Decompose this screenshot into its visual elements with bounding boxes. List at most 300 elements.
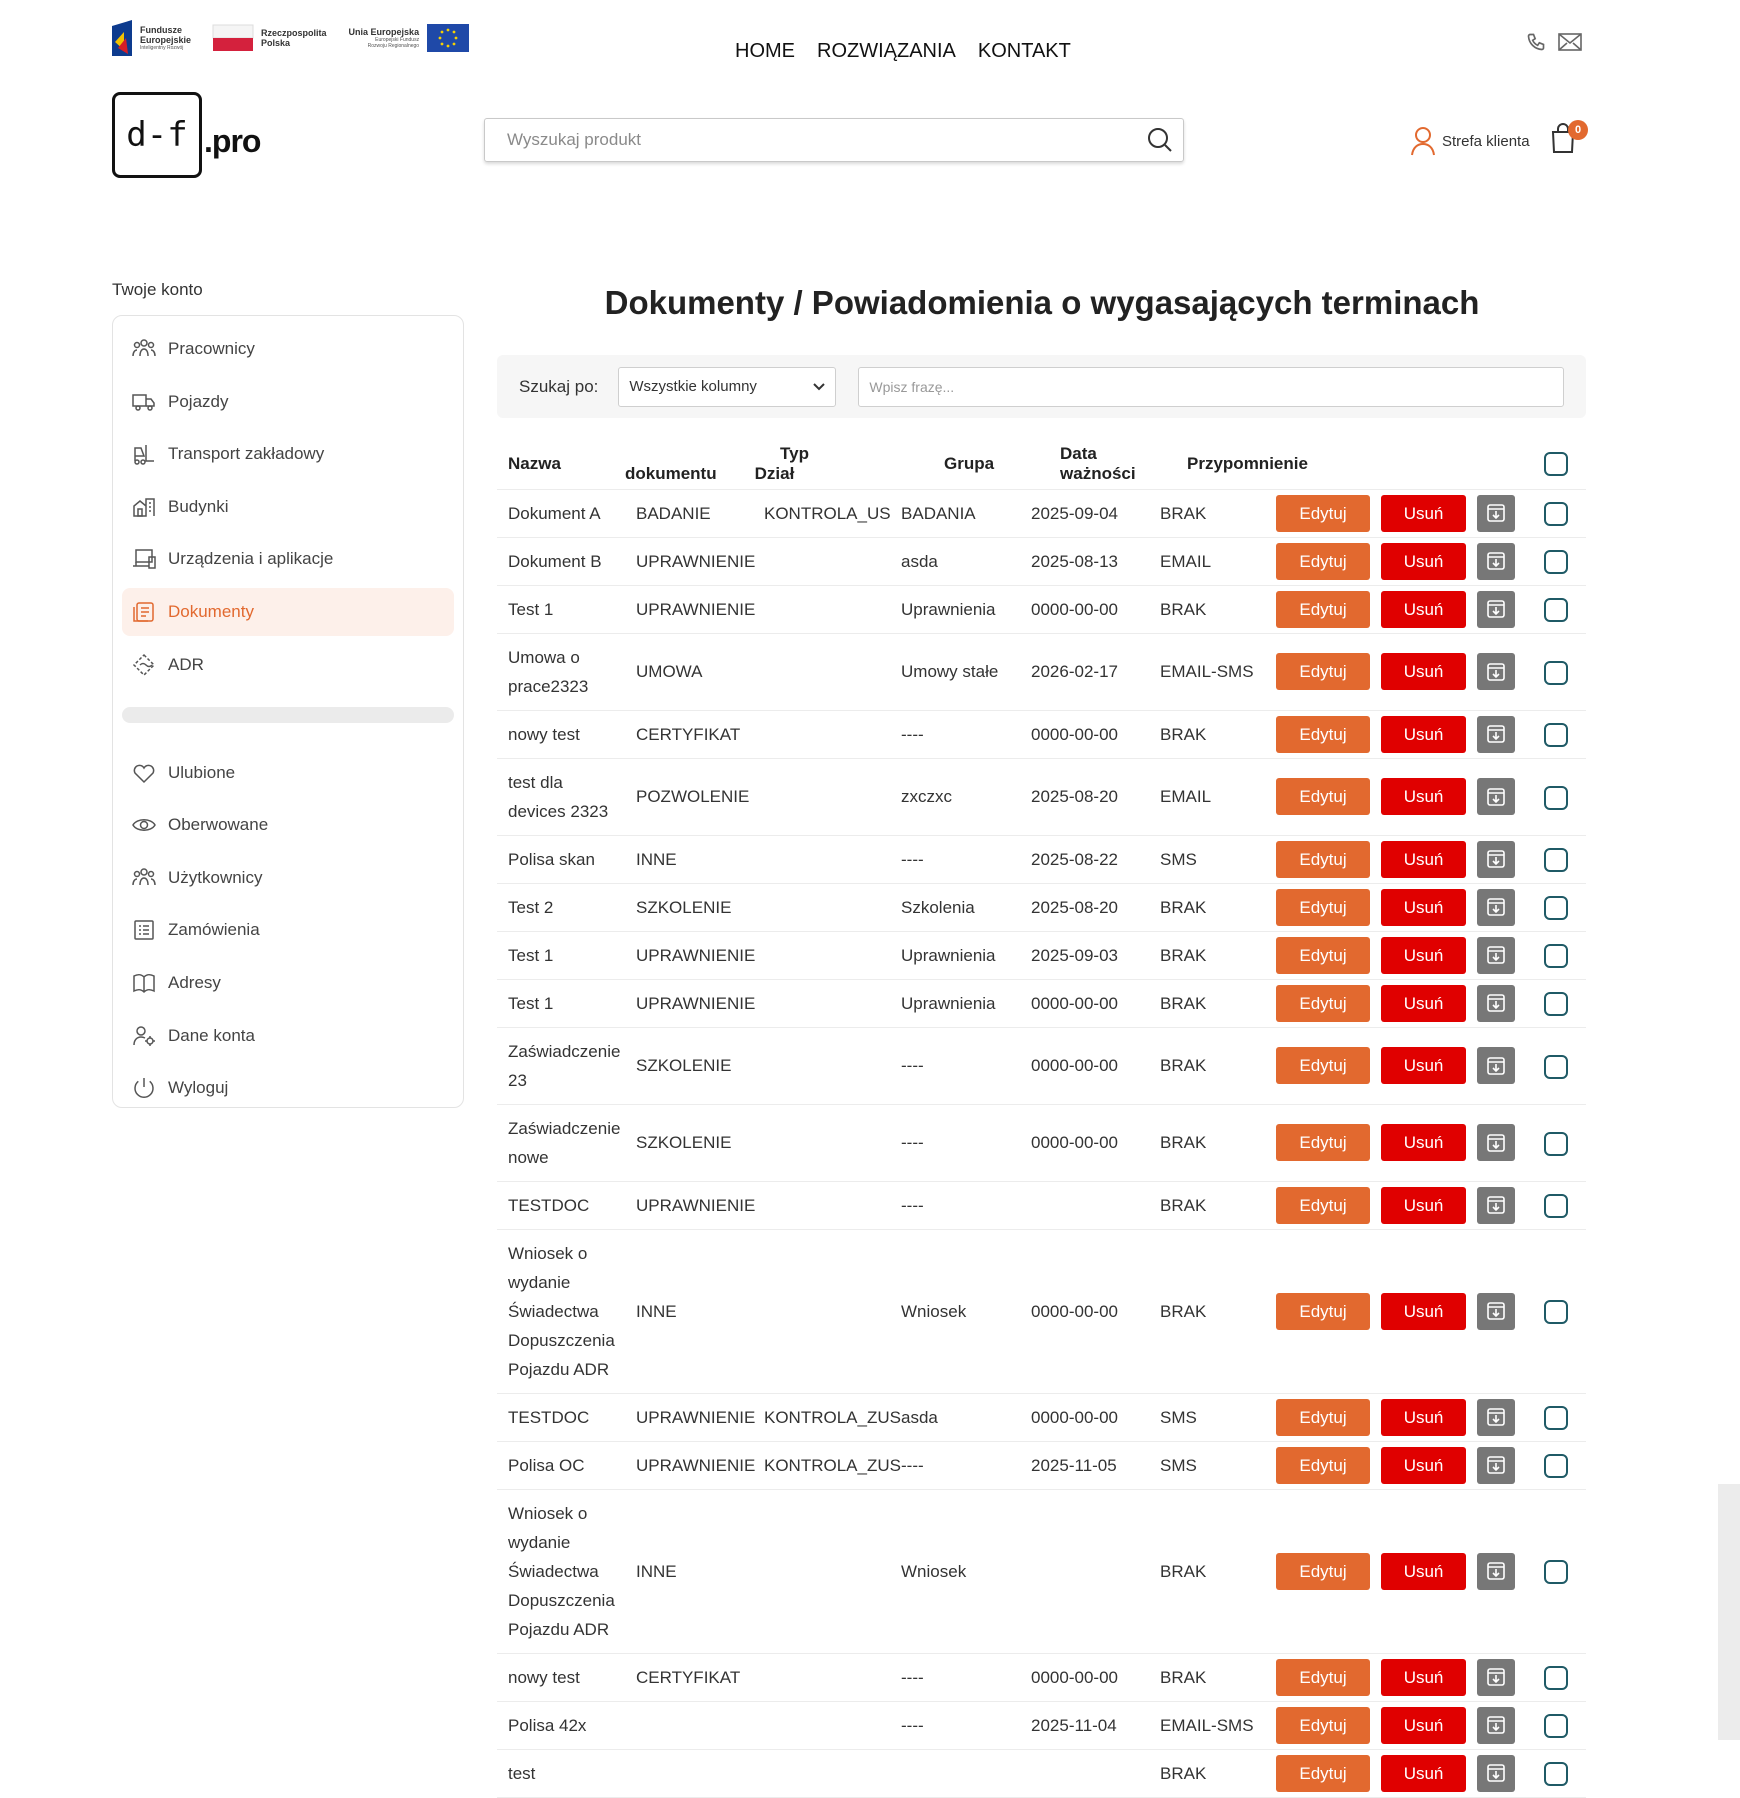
cell-reminder: SMS <box>1149 835 1276 883</box>
edit-button[interactable]: Edytuj <box>1276 495 1370 532</box>
table-row <box>497 489 1586 537</box>
edit-button[interactable]: Edytuj <box>1276 1755 1370 1792</box>
contact-icons <box>1526 32 1582 52</box>
nav-contact[interactable]: KONTAKT <box>977 40 1071 62</box>
delete-button[interactable]: Usuń <box>1381 591 1466 628</box>
cell-group: Wniosek <box>890 1229 1020 1393</box>
row-checkbox[interactable] <box>1544 1714 1568 1738</box>
row-checkbox[interactable] <box>1544 944 1568 968</box>
cell-type: INNE <box>625 835 753 883</box>
col-date-header[interactable]: Data ważności <box>1020 440 1149 489</box>
cell-date: 0000-00-00 <box>1020 1393 1149 1441</box>
delete-button[interactable]: Usuń <box>1381 1659 1466 1696</box>
sidebar-item-label: ADR <box>168 654 204 674</box>
download-icon <box>1486 1133 1506 1153</box>
download-button[interactable] <box>1477 1553 1515 1590</box>
edit-button[interactable]: Edytuj <box>1276 889 1370 926</box>
cell-reminder: BRAK <box>1149 1027 1276 1104</box>
cell-dept <box>753 979 890 1027</box>
col-name-header[interactable]: Nazwa <box>497 440 625 489</box>
eu-funding-logos <box>112 20 469 56</box>
download-button[interactable] <box>1477 716 1515 753</box>
download-icon <box>1486 849 1506 869</box>
cell-type: UPRAWNIENIE <box>625 1181 753 1229</box>
sidebar-item-adresy[interactable] <box>122 959 454 1007</box>
download-icon <box>1486 1301 1506 1321</box>
cell-name: Wniosek o wydanie Świadectwa Dopuszczenia Pojazdu ADR <box>497 1489 625 1653</box>
cell-name: test <box>497 1749 625 1797</box>
phrase-field <box>858 367 1564 407</box>
table-row <box>497 1027 1586 1104</box>
cell-date: 2025-11-05 <box>1020 1441 1149 1489</box>
client-zone-label: Strefa klienta <box>1442 132 1530 150</box>
download-icon <box>1486 993 1506 1013</box>
client-zone-link[interactable] <box>1410 126 1530 156</box>
cart-button[interactable] <box>1550 122 1580 156</box>
sidebar-item-urządzenia-i-aplikacje[interactable] <box>122 535 454 583</box>
cell-type: CERTYFIKAT <box>625 710 753 758</box>
user-gear-icon <box>132 1024 156 1048</box>
cell-name: Zaświadczenie 23 <box>497 1027 625 1104</box>
row-checkbox[interactable] <box>1544 1762 1568 1786</box>
table-row <box>497 835 1586 883</box>
col-group-header[interactable]: Grupa <box>890 440 1020 489</box>
edit-button[interactable]: Edytuj <box>1276 1553 1370 1590</box>
cell-dept <box>753 1104 890 1181</box>
download-button[interactable] <box>1477 841 1515 878</box>
sidebar-item-label: Użytkownicy <box>168 867 263 887</box>
cell-group: Uprawnienia <box>890 931 1020 979</box>
sidebar-item-użytkownicy[interactable] <box>122 854 454 902</box>
delete-button[interactable]: Usuń <box>1381 653 1466 690</box>
delete-button[interactable]: Usuń <box>1381 778 1466 815</box>
cell-dept <box>753 1653 890 1701</box>
download-icon <box>1486 1763 1506 1783</box>
cell-group: ---- <box>890 1653 1020 1701</box>
cell-date: 2025-08-22 <box>1020 835 1149 883</box>
cell-reminder: BRAK <box>1149 883 1276 931</box>
cell-dept <box>753 1181 890 1229</box>
sidebar-item-label: Dokumenty <box>168 601 254 621</box>
download-button[interactable] <box>1477 1293 1515 1330</box>
row-checkbox[interactable] <box>1544 848 1568 872</box>
nav-solutions[interactable]: ROZWIĄZANIA <box>817 40 956 62</box>
download-button[interactable] <box>1477 495 1515 532</box>
cell-type: UPRAWNIENIE <box>625 585 753 633</box>
cell-name: Polisa skan <box>497 835 625 883</box>
cell-name: Test 1 <box>497 585 625 633</box>
delete-button[interactable]: Usuń <box>1381 1447 1466 1484</box>
table-row <box>497 758 1586 835</box>
top-navigation <box>735 40 1071 63</box>
page-title: Dokumenty / Powiadomienia o wygasających terminach <box>604 284 1480 321</box>
sidebar-item-oberwowane[interactable] <box>122 801 454 849</box>
cell-date: 0000-00-00 <box>1020 979 1149 1027</box>
download-button[interactable] <box>1477 1707 1515 1744</box>
cell-date: 2025-11-04 <box>1020 1701 1149 1749</box>
cell-dept: KONTROLA_ZUS <box>753 1441 890 1489</box>
sidebar-item-label: Urządzenia i aplikacje <box>168 549 334 569</box>
cell-group: asda <box>890 537 1020 585</box>
table-row <box>497 1749 1586 1797</box>
adr-icon <box>132 653 156 677</box>
cell-reminder: EMAIL-SMS <box>1149 1701 1276 1749</box>
table-row <box>497 1489 1586 1653</box>
download-button[interactable] <box>1477 1047 1515 1084</box>
list-icon <box>132 918 156 942</box>
sidebar-item-pojazdy[interactable] <box>122 378 454 426</box>
power-icon <box>132 1076 156 1100</box>
download-button[interactable] <box>1477 1755 1515 1792</box>
cell-name: Test 1 <box>497 979 625 1027</box>
cell-type: SZKOLENIE <box>625 1104 753 1181</box>
delete-button[interactable]: Usuń <box>1381 1047 1466 1084</box>
cell-reminder: BRAK <box>1149 1181 1276 1229</box>
download-button[interactable] <box>1477 937 1515 974</box>
cell-name: Zaświadczenie nowe <box>497 1104 625 1181</box>
download-icon <box>1486 787 1506 807</box>
delete-button[interactable]: Usuń <box>1381 841 1466 878</box>
page-scrollbar[interactable] <box>1718 1484 1740 1740</box>
sidebar-item-label: Transport zakładowy <box>168 444 325 464</box>
sidebar-item-budynki[interactable] <box>122 483 454 531</box>
edit-button[interactable]: Edytuj <box>1276 937 1370 974</box>
delete-button[interactable]: Usuń <box>1381 1293 1466 1330</box>
table-row <box>497 1441 1586 1489</box>
cell-group <box>890 1749 1020 1797</box>
download-button[interactable] <box>1477 1447 1515 1484</box>
cell-reminder: BRAK <box>1149 489 1276 537</box>
cell-name: TESTDOC <box>497 1393 625 1441</box>
cell-name: Polisa 42x <box>497 1701 625 1749</box>
download-button[interactable] <box>1477 1124 1515 1161</box>
cell-date: 2025-08-20 <box>1020 758 1149 835</box>
table-header-row <box>497 440 1586 489</box>
cell-reminder: BRAK <box>1149 931 1276 979</box>
row-checkbox[interactable] <box>1544 1560 1568 1584</box>
sidebar-item-label: Budynki <box>168 496 229 516</box>
row-checkbox[interactable] <box>1544 896 1568 920</box>
cell-type: UMOWA <box>625 633 753 710</box>
row-checkbox[interactable] <box>1544 1300 1568 1324</box>
edit-button[interactable]: Edytuj <box>1276 543 1370 580</box>
row-checkbox[interactable] <box>1544 1406 1568 1430</box>
edit-button[interactable]: Edytuj <box>1276 1707 1370 1744</box>
cell-type: BADANIE <box>625 489 753 537</box>
cell-date <box>1020 1489 1149 1653</box>
delete-button[interactable]: Usuń <box>1381 1707 1466 1744</box>
delete-button[interactable]: Usuń <box>1381 1399 1466 1436</box>
table-row <box>497 1393 1586 1441</box>
sidebar-item-zamówienia[interactable] <box>122 906 454 954</box>
download-icon <box>1486 503 1506 523</box>
edit-button[interactable]: Edytuj <box>1276 653 1370 690</box>
cell-dept <box>753 1489 890 1653</box>
row-checkbox[interactable] <box>1544 1055 1568 1079</box>
delete-button[interactable]: Usuń <box>1381 1755 1466 1792</box>
edit-button[interactable]: Edytuj <box>1276 985 1370 1022</box>
search-input[interactable] <box>507 130 1147 150</box>
cell-dept <box>753 758 890 835</box>
cell-dept <box>753 710 890 758</box>
account-sidebar <box>112 315 464 1108</box>
cell-date <box>1020 1749 1149 1797</box>
table-row <box>497 1653 1586 1701</box>
select-all-checkbox[interactable] <box>1544 452 1568 476</box>
cell-group: ---- <box>890 835 1020 883</box>
sidebar-item-label: Adresy <box>168 972 221 992</box>
col-dept-header[interactable]: Dział <box>754 464 795 484</box>
download-button[interactable] <box>1477 591 1515 628</box>
row-checkbox[interactable] <box>1544 1454 1568 1478</box>
cell-name: Test 2 <box>497 883 625 931</box>
cell-group: Uprawnienia <box>890 585 1020 633</box>
row-checkbox[interactable] <box>1544 723 1568 747</box>
cell-dept <box>753 1701 890 1749</box>
cell-dept: KONTROLA_ZUS <box>753 1393 890 1441</box>
download-button[interactable] <box>1477 985 1515 1022</box>
delete-button[interactable]: Usuń <box>1381 1553 1466 1590</box>
download-icon <box>1486 1715 1506 1735</box>
cell-name: test dla devices 2323 <box>497 758 625 835</box>
sidebar-divider <box>122 707 454 723</box>
site-logo[interactable] <box>112 92 260 178</box>
delete-button[interactable]: Usuń <box>1381 543 1466 580</box>
rzeczpospolita-polska-logo: Rzeczpospolita Polska <box>213 25 327 51</box>
cell-group: ---- <box>890 1181 1020 1229</box>
table-row <box>497 537 1586 585</box>
cell-reminder: BRAK <box>1149 710 1276 758</box>
download-button[interactable] <box>1477 1187 1515 1224</box>
cell-name: Umowa o prace2323 <box>497 633 625 710</box>
download-button[interactable] <box>1477 1659 1515 1696</box>
row-checkbox[interactable] <box>1544 598 1568 622</box>
download-icon <box>1486 1455 1506 1475</box>
heart-icon <box>132 761 156 785</box>
cell-type: SZKOLENIE <box>625 1027 753 1104</box>
cell-type: POZWOLENIE <box>625 758 753 835</box>
cell-group: asda <box>890 1393 1020 1441</box>
sidebar-item-dane-konta[interactable] <box>122 1012 454 1060</box>
delete-button[interactable]: Usuń <box>1381 1187 1466 1224</box>
cell-dept <box>753 931 890 979</box>
table-row <box>497 883 1586 931</box>
cell-date: 2025-08-13 <box>1020 537 1149 585</box>
cart-count-badge: 0 <box>1568 120 1588 140</box>
row-checkbox[interactable] <box>1544 1666 1568 1690</box>
cell-name: nowy test <box>497 1653 625 1701</box>
download-icon <box>1486 1195 1506 1215</box>
download-button[interactable] <box>1477 1399 1515 1436</box>
user-icon <box>1410 126 1436 156</box>
filter-label: Szukaj po: <box>519 376 599 396</box>
sidebar-item-label: Dane konta <box>168 1025 255 1045</box>
team-icon <box>132 337 156 361</box>
cell-type: INNE <box>625 1229 753 1393</box>
nav-home[interactable]: HOME <box>735 40 795 62</box>
cell-reminder: BRAK <box>1149 1229 1276 1393</box>
sidebar-item-label: Oberwowane <box>168 815 269 835</box>
unia-europejska-logo: Unia Europejska Europejski Fundusz Rozwoju Regionalnego <box>349 24 470 52</box>
cell-dept <box>753 883 890 931</box>
cell-dept <box>753 835 890 883</box>
row-checkbox[interactable] <box>1544 786 1568 810</box>
edit-button[interactable]: Edytuj <box>1276 778 1370 815</box>
cell-group: ---- <box>890 1104 1020 1181</box>
download-button[interactable] <box>1477 543 1515 580</box>
cell-date: 0000-00-00 <box>1020 1229 1149 1393</box>
cell-date: 2025-09-03 <box>1020 931 1149 979</box>
cell-name: Polisa OC <box>497 1441 625 1489</box>
filter-bar <box>497 355 1586 418</box>
cell-reminder: BRAK <box>1149 585 1276 633</box>
col-reminder-header[interactable]: Przypomnienie <box>1149 440 1381 489</box>
row-checkbox[interactable] <box>1544 1132 1568 1156</box>
phrase-input[interactable] <box>869 379 1553 395</box>
edit-button[interactable]: Edytuj <box>1276 1124 1370 1161</box>
sidebar-item-label: Ulubione <box>168 762 236 782</box>
cell-group: Umowy stałe <box>890 633 1020 710</box>
edit-button[interactable]: Edytuj <box>1276 591 1370 628</box>
edit-button[interactable]: Edytuj <box>1276 1399 1370 1436</box>
edit-button[interactable]: Edytuj <box>1276 841 1370 878</box>
cell-reminder: BRAK <box>1149 979 1276 1027</box>
download-icon <box>1486 1407 1506 1427</box>
cell-date <box>1020 1181 1149 1229</box>
download-icon <box>1486 945 1506 965</box>
cell-type: SZKOLENIE <box>625 883 753 931</box>
product-search <box>484 118 1184 162</box>
cell-name: nowy test <box>497 710 625 758</box>
table-row <box>497 1181 1586 1229</box>
sidebar-item-dokumenty[interactable] <box>122 588 454 636</box>
edit-button[interactable]: Edytuj <box>1276 1047 1370 1084</box>
cell-dept <box>753 585 890 633</box>
cell-reminder: EMAIL <box>1149 537 1276 585</box>
cell-type: UPRAWNIENIE <box>625 979 753 1027</box>
table-row <box>497 1229 1586 1393</box>
table-row <box>497 633 1586 710</box>
cell-name: Dokument A <box>497 489 625 537</box>
sidebar-item-label: Wyloguj <box>168 1078 229 1098</box>
row-checkbox[interactable] <box>1544 1194 1568 1218</box>
cell-name: Wniosek o wydanie Świadectwa Dopuszczenia Pojazdu ADR <box>497 1229 625 1393</box>
search-icon[interactable] <box>1147 127 1173 153</box>
column-select[interactable] <box>618 367 836 407</box>
delete-button[interactable]: Usuń <box>1381 1124 1466 1161</box>
cell-dept <box>753 537 890 585</box>
building-icon <box>132 495 156 519</box>
cell-group: zxczxc <box>890 758 1020 835</box>
edit-button[interactable]: Edytuj <box>1276 716 1370 753</box>
cell-type <box>625 1701 753 1749</box>
edit-button[interactable]: Edytuj <box>1276 1293 1370 1330</box>
cell-group: ---- <box>890 1701 1020 1749</box>
cell-type: UPRAWNIENIE <box>625 931 753 979</box>
sidebar-item-wyloguj[interactable] <box>122 1064 454 1112</box>
download-button[interactable] <box>1477 778 1515 815</box>
edit-button[interactable]: Edytuj <box>1276 1659 1370 1696</box>
delete-button[interactable]: Usuń <box>1381 716 1466 753</box>
row-checkbox[interactable] <box>1544 550 1568 574</box>
sidebar-item-label: Zamówienia <box>168 920 260 940</box>
table-row <box>497 1701 1586 1749</box>
sidebar-item-ulubione[interactable] <box>122 749 454 797</box>
download-icon <box>1486 551 1506 571</box>
mail-icon[interactable] <box>1558 33 1582 51</box>
cell-type: CERTYFIKAT <box>625 1653 753 1701</box>
cell-reminder: BRAK <box>1149 1653 1276 1701</box>
table-row <box>497 1104 1586 1181</box>
book-icon <box>132 971 156 995</box>
cell-date: 0000-00-00 <box>1020 1027 1149 1104</box>
delete-button[interactable]: Usuń <box>1381 937 1466 974</box>
cell-date: 0000-00-00 <box>1020 1104 1149 1181</box>
edit-button[interactable]: Edytuj <box>1276 1187 1370 1224</box>
sidebar-item-pracownicy[interactable] <box>122 325 454 373</box>
logo-mark: d-f <box>112 92 202 178</box>
download-button[interactable] <box>1477 889 1515 926</box>
table-row <box>497 710 1586 758</box>
sidebar-item-label: Pracownicy <box>168 339 255 358</box>
cell-reminder: EMAIL-SMS <box>1149 633 1276 710</box>
col-type-header[interactable]: Typ dokumentu Dział <box>625 440 890 489</box>
cell-dept <box>753 633 890 710</box>
documents-icon <box>132 600 156 624</box>
sidebar-item-adr[interactable] <box>122 641 454 689</box>
table-row <box>497 931 1586 979</box>
cell-type: UPRAWNIENIE <box>625 1393 753 1441</box>
phone-icon[interactable] <box>1526 32 1546 52</box>
download-icon <box>1486 1056 1506 1076</box>
cell-type: UPRAWNIENIE <box>625 537 753 585</box>
chevron-down-icon <box>813 383 825 391</box>
download-icon <box>1486 724 1506 744</box>
cell-date: 0000-00-00 <box>1020 585 1149 633</box>
cell-dept: KONTROLA_US <box>753 489 890 537</box>
row-checkbox[interactable] <box>1544 502 1568 526</box>
cell-dept <box>753 1749 890 1797</box>
truck-icon <box>132 390 156 414</box>
download-icon <box>1486 897 1506 917</box>
row-checkbox[interactable] <box>1544 992 1568 1016</box>
cell-type <box>625 1749 753 1797</box>
cell-group: ---- <box>890 1027 1020 1104</box>
logo-suffix: .pro <box>204 123 261 159</box>
download-icon <box>1486 1667 1506 1687</box>
cell-group: ---- <box>890 710 1020 758</box>
cell-group: Szkolenia <box>890 883 1020 931</box>
cell-reminder: SMS <box>1149 1393 1276 1441</box>
sidebar-item-transport-zakładowy[interactable] <box>122 430 454 478</box>
eye-icon <box>132 813 156 837</box>
forklift-icon <box>132 442 156 466</box>
download-icon <box>1486 662 1506 682</box>
cell-date: 2026-02-17 <box>1020 633 1149 710</box>
cell-reminder: SMS <box>1149 1441 1276 1489</box>
table-row <box>497 979 1586 1027</box>
delete-button[interactable]: Usuń <box>1381 985 1466 1022</box>
row-checkbox[interactable] <box>1544 661 1568 685</box>
cell-reminder: BRAK <box>1149 1489 1276 1653</box>
devices-icon <box>132 547 156 571</box>
download-button[interactable] <box>1477 653 1515 690</box>
cell-group: Uprawnienia <box>890 979 1020 1027</box>
cell-group: ---- <box>890 1441 1020 1489</box>
delete-button[interactable]: Usuń <box>1381 889 1466 926</box>
delete-button[interactable]: Usuń <box>1381 495 1466 532</box>
edit-button[interactable]: Edytuj <box>1276 1447 1370 1484</box>
